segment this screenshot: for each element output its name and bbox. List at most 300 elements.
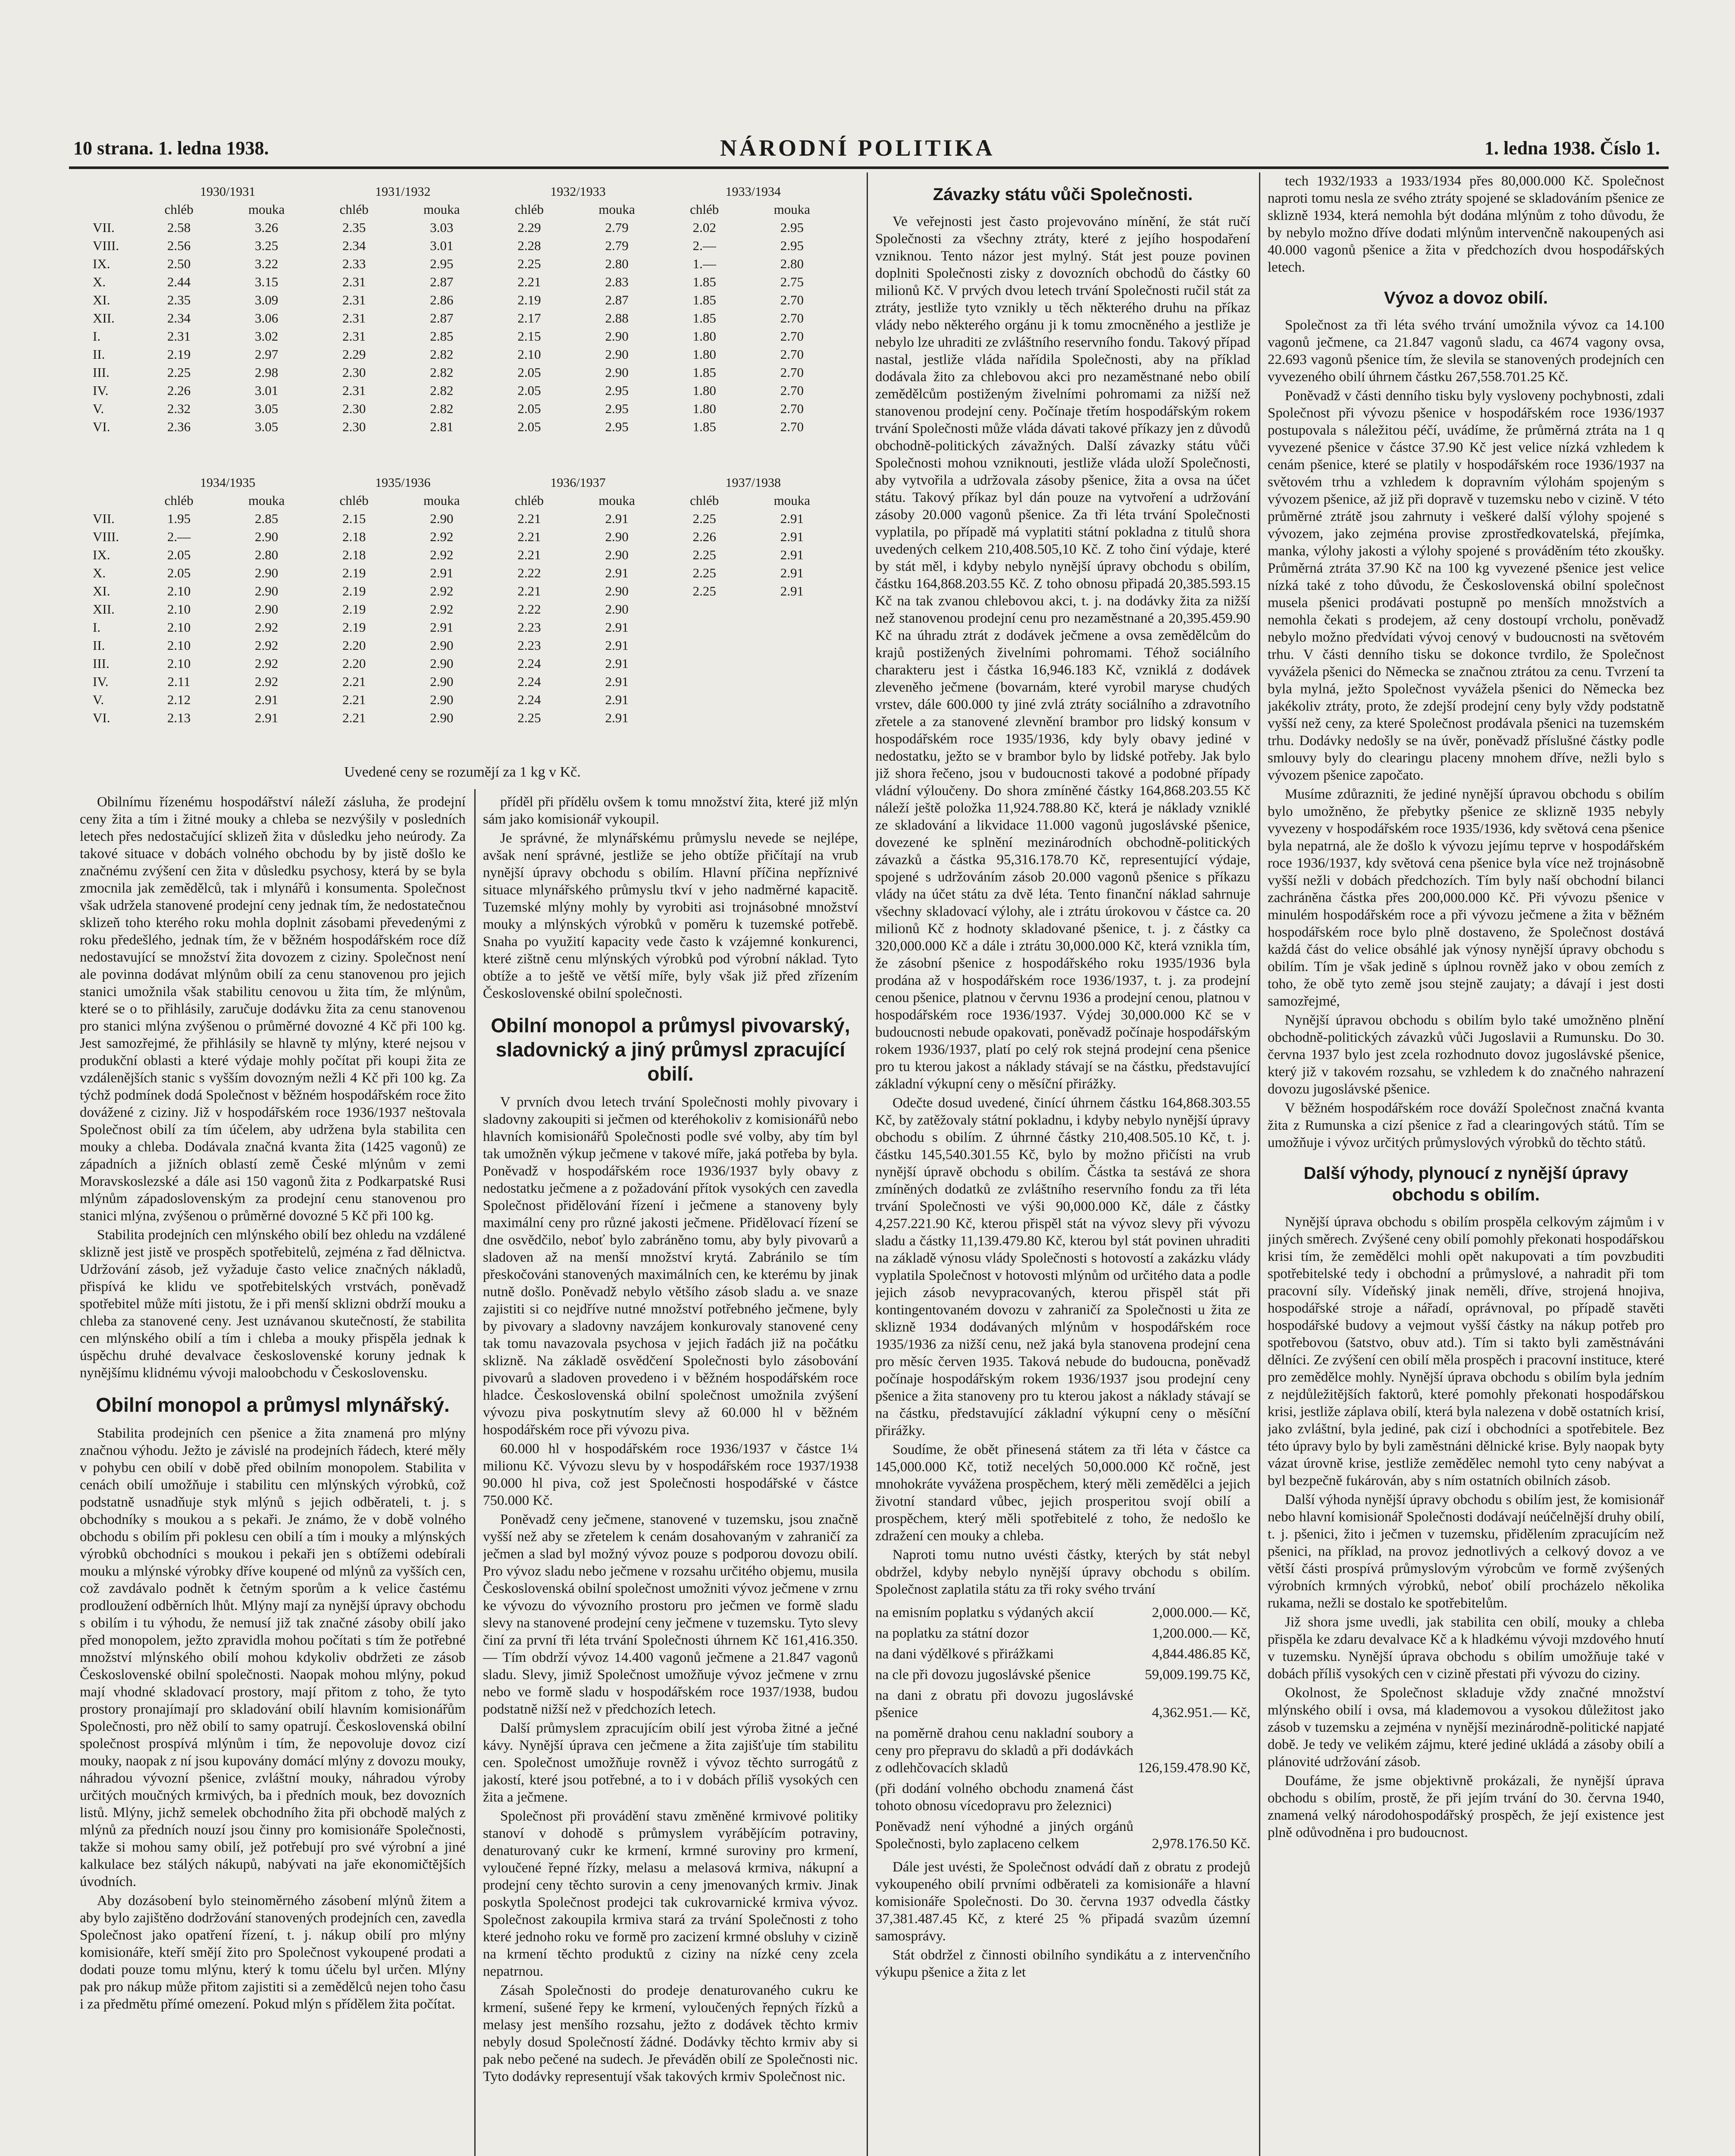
price-cell: 2.70	[780, 419, 804, 434]
column-subheader: chléb	[514, 202, 544, 217]
payment-row	[875, 1664, 1250, 1685]
table-row	[84, 400, 841, 418]
payment-row	[875, 1723, 1250, 1778]
issue-date: 1. ledna 1938. Číslo 1.	[1484, 138, 1660, 159]
price-cell: 2.90	[430, 638, 454, 653]
paragraph: Již shora jsme uvedli, jak stabilita cen obilí, mouky a chleba přispěla ke zdaru devalvace Kč a k hladkému vývoji mzdového hnutí v tuzemsku. Nynější úprava obchodu s obilím umožňuje také v dobách příliš vysokých cen v cizině přestati při vývozu do ciziny.	[1268, 1614, 1664, 1682]
price-cell: 1.80	[692, 401, 716, 416]
paragraph: Další výhoda nynější úpravy obchodu s obilím jest, že komisionář nebo hlavní komisionář Společnosti dodávají neúčelnější druhy obilí, t. j. pšenici, žito i ječmen v tuzemsku, přidělením zpracujícím než pšenici, na příklad, na provoz jednotlivých a celkový dovoz a ve větší části prospívá průmyslovým výrobcům ve formě zvýšených výrobních krmných výrobků, neboť obilí procházelo několika rukama, nežli se dostalo ke spotřebitelům.	[1268, 1492, 1664, 1611]
price-cell: 2.05	[517, 419, 541, 434]
month-label: XII.	[93, 310, 115, 326]
payment-row	[875, 1602, 1250, 1623]
payment-label: (při dodání volného obchodu znamená část tohoto obnosu vícedopravu pro železnici)	[875, 1781, 1134, 1814]
month-label: VI.	[93, 710, 110, 725]
year-header: 1932/1933	[550, 185, 606, 199]
column-subheader: mouka	[248, 493, 285, 508]
table-row	[84, 636, 841, 655]
price-cell: 2.70	[780, 310, 804, 326]
payment-value: 59,009.199.75 Kč,	[1145, 1667, 1250, 1683]
price-cell: 2.70	[780, 347, 804, 362]
price-cell: 2.21	[342, 710, 366, 725]
price-cell: 2.18	[342, 547, 366, 562]
price-cell	[743, 618, 841, 636]
page-header	[73, 135, 1660, 165]
price-cell: 2.25	[517, 710, 541, 725]
paragraph: Okolnost, že Společnost skladuje vždy značné množství mlýnského obilí i ovsa, má klademovou a vysokou důležitost jako zásob v tuzemsku a zejména v nynější mezinárodně-politické napjaté době. Je tedy ve velikém zájmu, které jediné ukládá a zásoby obilí a plánovité udržování zásob.	[1268, 1685, 1664, 1770]
table-row	[84, 364, 841, 382]
price-cell: 2.36	[167, 419, 191, 434]
month-label: VII.	[93, 220, 115, 235]
price-cell: 2.88	[605, 310, 629, 326]
price-cell: 2.20	[342, 656, 366, 671]
month-label: V.	[93, 692, 104, 707]
paragraph: Doufáme, že jsme objektivně prokázali, že nynější úprava obchodu s obilím, prostě, že při jejím trvání do 30. června 1940, znamená velký národohospodářský prospěch, že její existence jest plně odůvodněna i pro budoucnost.	[1268, 1773, 1664, 1840]
price-cell: 2.90	[255, 565, 279, 580]
price-cell: 2.82	[430, 401, 454, 416]
paragraph: Poněvadž v části denního tisku byly vysloveny pochybnosti, zdali Společnost při vývozu pšenice v hospodářském roce 1936/1937 postupovala s náležitou péčí, uvádíme, že průměrná ztráta na 1 q vyvezené pšenice v částce 37.90 Kč jest velice nízká vzhledem k cenám pšenice, které se platily v hospodářském roce 1936/1937 na světovém trhu a vzhledem k dopravním výlohám spojeným s vývozem pšenice, až již při dopravě v tuzemsku nebo v cizině. V této průměrné ztrátě jsou zahrnuty i veškeré další výlohy spojené s vývozem, jako zejména provise zprostředkovatelská, přejímka, manka, výlohy jakosti a výlohy spojené s prováděním této zkoušky. Průměrná ztráta 37.90 Kč na 100 kg vyvezené pšenice jest velice nízká také z toho důvodu, že Československá obilní společnost musela pšenici prodávati postupně po menších množstvích a nemohla čekati s prodejem, až ceny dostoupí vrcholu, poněvadž nebylo možno předvídati vývoj cenový v budoucnosti na světovém trhu. V části denního tisku se dokonce tvrdilo, že Společnost vyvážela pšenici do Německa se značnou ztrátou za cenu. Tvrzení ta byla mylná, ježto Společnost vyvážela pšenici do Německa bez jakékoliv ztráty, proto, že zdejší prodejní ceny byly vždy podstatně vyšší než ceny, za které Společnost prodávala pšenici na tuzemském trhu. Dodávky nedošly se na úvěr, poněvadž příslušné částky podle smlouvy byly do clearingu placeny mnohem dříve, nežli bylo s vývozem pšenice započato.	[1268, 388, 1664, 783]
price-cell: 2.25	[692, 511, 716, 526]
price-cell: 2.22	[517, 565, 541, 580]
year-header: 1934/1935	[200, 476, 256, 490]
price-cell: 2.—	[167, 529, 191, 544]
price-cell: 1.85	[692, 274, 716, 289]
price-cell: 2.87	[605, 292, 629, 307]
payment-row	[875, 1644, 1250, 1664]
price-cell: 2.31	[342, 383, 366, 398]
table-row	[84, 418, 841, 436]
section-heading: Obilní monopol a průmysl pivovarský, sladovnický a jiný průmysl zpracující obilí.	[491, 1014, 850, 1085]
month-header	[84, 183, 140, 201]
price-cell: 2.19	[342, 620, 366, 635]
price-cell	[666, 709, 743, 727]
payment-value: 4,362.951.— Kč,	[1152, 1705, 1250, 1720]
section-heading: Závazky státu vůči Společnosti.	[933, 185, 1193, 204]
price-cell	[743, 655, 841, 673]
price-cell: 2.50	[167, 256, 191, 271]
table-row	[84, 219, 841, 237]
month-label: IV.	[93, 674, 109, 689]
price-cell: 2.91	[780, 547, 804, 562]
paragraph: Společnost za tři léta svého trvání umožnila vývoz ca 14.100 vagonů ječmene, ca 21.847 vagonů sladu, ca 4674 vagony ovsa, 22.693 vagonů pšenice tím, že slevila se stanovených prodejních cen vyvezeného obilí úhrnem částku 267,558.701.25 Kč.	[1268, 317, 1664, 385]
price-cell	[666, 673, 743, 691]
price-cell: 2.82	[430, 365, 454, 380]
price-cell: 2.22	[517, 602, 541, 617]
price-cell: 2.24	[517, 656, 541, 671]
subheader-row	[84, 492, 841, 510]
price-cell: 2.92	[430, 547, 454, 562]
price-cell: 2.81	[430, 419, 454, 434]
price-cell: 2.31	[167, 329, 191, 344]
price-cell: 3.06	[255, 310, 279, 326]
month-label: III.	[93, 656, 110, 671]
paragraph: Zásah Společnosti do prodeje denaturovaného cukru ke krmení, sušené řepy ke krmení, vyloučených řepných řízků a melasy jest menšího rozsahu, ježto z dodávek těchto krmiv nebyly dosud Společností žádné. Dodávky těchto krmiv aby si pak nebo pečené na sudech. Je převáděn obilí ze Společnosti nic. Tyto dodávky representují však takových krmiv Společnost nic.	[483, 1983, 858, 2084]
payment-value: 2,000.000.— Kč,	[1152, 1605, 1250, 1620]
price-cell: 2.92	[255, 674, 279, 689]
paragraph: příděl při přídělu ovšem k tomu množství žita, které již mlýn sám jako komisionář vykoupil.	[483, 794, 858, 827]
table-row	[84, 237, 841, 255]
price-cell: 2.25	[517, 256, 541, 271]
table-row	[84, 600, 841, 618]
price-cell: 1.85	[692, 292, 716, 307]
price-cell: 2.29	[517, 220, 541, 235]
price-cell: 2.70	[780, 329, 804, 344]
month-label: VI.	[93, 419, 110, 434]
month-header	[84, 492, 140, 510]
payment-label: na emisním poplatku s výdaných akcií	[875, 1605, 1094, 1620]
month-label: VII.	[93, 511, 115, 526]
paragraph: Nynější úpravou obchodu s obilím bylo také umožněno plnění obchodně-politických závazků vůči Jugoslavii a Rumunsku. Do 30. června 1937 bylo jest zcela rozhodnuto dovoz jugoslávské pšenice, který již v takovém rozsahu, se vzhledem k do značného nahrazení dovozu jugoslávské pšenice.	[1268, 1012, 1664, 1097]
payment-row	[875, 1623, 1250, 1644]
month-label: III.	[93, 365, 110, 380]
price-cell: 2.91	[605, 692, 629, 707]
table-row	[84, 273, 841, 291]
price-cell: 2.21	[517, 547, 541, 562]
price-cell	[666, 618, 743, 636]
paragraph: Aby dozásobení bylo steinoměrného zásobení mlýnů žitem a aby bylo zajištěno dodržování stanovených prodejních cen, zavedla Společnost jako opatření řízení, t. j. nákup obilí pro mlýny komisionáře, kteří smějí žito pro Společnost vykoupené prodati a dodati pouze tomu mlýnu, který k tomu účelu byl určen. Mlýny pak pro nákup může přitom zajistiti si a zemědělců nejen toho času i za předmětu přímé omezení. Pokud mlýn s přídělem žita počítat.	[80, 1893, 466, 2012]
price-cell: 2.91	[255, 710, 279, 725]
price-cell: 2.86	[430, 292, 454, 307]
month-label: V.	[93, 401, 104, 416]
price-cell: 2.90	[605, 547, 629, 562]
price-cell: 2.91	[780, 511, 804, 526]
price-cell: 2.87	[430, 310, 454, 326]
price-cell: 1.85	[692, 365, 716, 380]
price-cell: 2.33	[342, 256, 366, 271]
paragraph: Dále jest uvésti, že Společnost odvádí daň z obratu z prodejů vykoupeného obilí prvními odběrateli za komisionáře a hlavní komisionáře Společnosti. Do 30. června 1937 odvedla částky 37,381.487.45 Kč, z které 25 % připadá svazům územní samosprávy.	[875, 1859, 1250, 1944]
price-cell: 2.10	[167, 638, 191, 653]
price-cell: 2.24	[517, 674, 541, 689]
price-cell: 2.11	[167, 674, 191, 689]
price-cell: 2.90	[605, 347, 629, 362]
price-cell: 2.82	[430, 383, 454, 398]
column-divider	[1259, 172, 1260, 2156]
price-cell: 2.90	[255, 529, 279, 544]
payment-label: na poplatku za státní dozor	[875, 1626, 1029, 1641]
paragraph: Naproti tomu nutno uvésti částky, kterých by stát nebyl obdržel, kdyby nebylo nynější úpravy obchodu s obilím. Společnost zaplatila státu za tři roky svého trvání	[875, 1547, 1250, 1597]
paragraph: Odečte dosud uvedené, činící úhrnem částku 164,868.303.55 Kč, by zatěžovaly státní pokladnu, i kdyby nebylo nynější úpravy obchodu s obilím. Z úhrnné částky 210,408.505.10 Kč, t. j. částku 145,540.301.55 Kč, bylo by možno přičísti na vrub nynější úpravě obchodu s obilím. Částka ta sestává ze shora zmíněných dodatků ze zvláštního reservního fondu za tři léta trvání Společnosti ve výši 90,000.000 Kč, dále z částky 4,257.221.90 Kč, kterou přispěl stát na vývoz slevy při vývozu sladu a částky 11,139.479.80 Kč, kterou byl stát povinen uhraditi na základě výnosu vlády Společnosti s hotovostí a zakázku vlády vyplatila Společnost v hotovosti mlýnům od určitého data a podle jejich zásob nevypracovaných, kterou přispěl stát při kontingentovaném dovozu v zahraničí za Společnosti u žita ze sklizně 1934 dodávaných mlýnům v hospodářském roce 1935/1936 za nižší cenu, než jaká byla stanovena prodejní cena pro měsíc červen 1935. Taková nebude do budoucna, poněvadž počínaje hospodářským rokem 1936/1937 jsou prodejní ceny pšenice a žita stanoveny pro tu kterou jakost a náklady stávají se na částku, představující základní výkupní ceny o měsíční přirážky.	[875, 1095, 1250, 1438]
payment-label: na poměrně drahou cenu nakladní soubory a ceny pro přepravu do skladů a při dodávkách z odlehčovacích skladů	[875, 1726, 1134, 1776]
paragraph: V prvních dvou letech trvání Společnosti mohly pivovary i sladovny zakoupiti si ječmen od kteréhokoliv z komisionářů nebo hlavních komisionářů Společnosti podle své volby, aby tím byl tak umožněn výkup ječmene v takové míře, jaká potřeba by byla. Poněvadž v hospodářském roce 1936/1937 byly obavy z nedostatku ječmene a z požadování přítok vysokých cen zavedla Společnost přidělování řízení i ječmene a stanoveny byly maximální ceny pro různé jakosti ječmene. Přidělovací řízení se dne osvědčilo, neboť bylo zabráněno tomu, aby byly pivovarů a sladoven až na menší množství krytá. Zabránilo se tím přeskočováni stanovených maximálních cen, ke kterému by jinak nutně došlo. Poněvadž nebylo většího zásob sladu a. ve snaze zajistiti si co nejdříve nutné množství potřebného ječmene, byly by pivovary a sladovny navzájem konkurovaly stanovené ceny tak tomu navazovala psychosa v jejich řadách již na počátku sklizně. Na základě osvědčení Společnosti bylo zásobování pivovarů a sladoven provedeno i v běžném hospodářském roce hladce. Československá obilní společnost umožnila zvýšení vývozu piva poskytnutím slevy až 60.000 hl v běžném hospodářském roce při vývozu piva.	[483, 1094, 858, 1438]
price-cell: 2.15	[517, 329, 541, 344]
column-divider	[867, 172, 868, 2156]
price-cell: 2.91	[605, 638, 629, 653]
price-cell: 2.05	[517, 383, 541, 398]
column-subheader: chléb	[514, 493, 544, 508]
price-cell: 2.31	[342, 310, 366, 326]
price-cell: 1.85	[692, 419, 716, 434]
price-cell: 2.21	[517, 274, 541, 289]
price-cell: 2.23	[517, 620, 541, 635]
price-cell: 3.09	[255, 292, 279, 307]
section-heading: Obilní monopol a průmysl mlynářský.	[96, 1394, 450, 1416]
price-cell: 2.21	[517, 529, 541, 544]
price-cell: 2.26	[692, 529, 716, 544]
table-row	[84, 673, 841, 691]
price-cell: 2.90	[430, 674, 454, 689]
month-label: XI.	[93, 583, 110, 599]
price-cell: 2.05	[167, 547, 191, 562]
price-cell: 2.23	[517, 638, 541, 653]
price-cell: 2.95	[605, 383, 629, 398]
price-cell: 2.79	[605, 220, 629, 235]
price-cell: 3.25	[255, 238, 279, 253]
price-cell: 2.20	[342, 638, 366, 653]
column-subheader: chléb	[690, 493, 719, 508]
paragraph: tech 1932/1933 a 1933/1934 přes 80,000.000 Kč. Společnost naproti tomu nesla ze svého ztráty spojené se skladováním pšenice ze sklizně 1934, která nemohla být dodána mlýnům z toho důvodu, že by nebylo možno dříve dodati mlýnům intervenčně nakoupených asi 40.000 vagonů pšenice a žita v předchozích dvou hospodářských letech.	[1268, 173, 1664, 275]
column-3	[875, 172, 1250, 2156]
price-cell: 2.12	[167, 692, 191, 707]
price-cell: 2.90	[605, 365, 629, 380]
column-divider	[474, 789, 476, 2156]
year-header: 1937/1938	[725, 476, 781, 490]
column-subheader: mouka	[598, 202, 635, 217]
price-cell: 3.22	[255, 256, 279, 271]
price-cell: 2.92	[430, 529, 454, 544]
price-cell: 1.85	[692, 310, 716, 326]
year-header-row	[84, 474, 841, 492]
price-cell: 2.30	[342, 365, 366, 380]
column-subheader: chléb	[690, 202, 719, 217]
price-cell: 2.18	[342, 529, 366, 544]
paragraph: Je správné, že mlynářskému průmyslu nevede se nejlépe, avšak není správné, jestliže se jeho obtíže přičítají na vrub nynější úpravy obchodu s obilím. Hlavní příčina nepříznivé situace mlynářského průmyslu tkví v jeho nadměrné kapacitě. Tuzemské mlýny mohly by vyrobiti asi trojnásobné množství mouky a mlýnských výrobků v poměru k tuzemské potřebě. Snaha po využití kapacity vede často k vzájemné konkurenci, které zištně cenu mlýnských výrobků pod výrobní náklad. Tyto obtíže a to ještě ve větší míře, byly však již před zřízením Československé obilní společnosti.	[483, 830, 858, 1001]
price-cell: 2.90	[430, 692, 454, 707]
price-cell: 2.34	[342, 238, 366, 253]
table-row	[84, 382, 841, 400]
table-row	[84, 582, 841, 600]
price-cell: 2.17	[517, 310, 541, 326]
payment-value	[1134, 1778, 1250, 1816]
price-cell: 2.13	[167, 710, 191, 725]
price-cell	[666, 636, 743, 655]
month-header	[84, 474, 140, 492]
price-cell: 2.25	[692, 547, 716, 562]
price-cell: 2.19	[342, 583, 366, 599]
price-cell: 2.90	[605, 602, 629, 617]
page-number-date: 10 strana. 1. ledna 1938.	[73, 138, 269, 159]
table-row	[84, 309, 841, 327]
payment-row	[875, 1816, 1250, 1854]
month-label: IX.	[93, 256, 110, 271]
month-label: I.	[93, 620, 101, 635]
year-header: 1931/1932	[375, 185, 431, 199]
price-cell	[666, 655, 743, 673]
price-cell: 3.01	[430, 238, 454, 253]
price-cell: 2.91	[430, 620, 454, 635]
price-cell: 3.05	[255, 419, 279, 434]
payment-value: 4,844.486.85 Kč,	[1152, 1646, 1250, 1662]
price-cell: 2.44	[167, 274, 191, 289]
price-cell	[743, 691, 841, 709]
price-cell: 2.70	[780, 383, 804, 398]
price-cell: 2.05	[517, 365, 541, 380]
month-header	[84, 201, 140, 219]
price-cell	[743, 636, 841, 655]
section-heading: Vývoz a dovoz obilí.	[1384, 288, 1548, 307]
price-cell: 2.31	[342, 292, 366, 307]
month-label: IX.	[93, 547, 110, 562]
column-subheader: mouka	[598, 493, 635, 508]
price-cell: 2.90	[430, 710, 454, 725]
price-cell: 1.80	[692, 347, 716, 362]
price-cell: 2.02	[692, 220, 716, 235]
price-cell: 2.25	[692, 583, 716, 599]
price-cell: 2.80	[255, 547, 279, 562]
price-cell: 2.19	[342, 565, 366, 580]
column-1	[80, 793, 466, 2156]
price-cell: 2.82	[430, 347, 454, 362]
price-cell: 2.85	[255, 511, 279, 526]
price-cell: 2.80	[780, 256, 804, 271]
price-cell: 2.35	[342, 220, 366, 235]
column-subheader: chléb	[339, 493, 369, 508]
price-cell: 2.95	[780, 220, 804, 235]
paragraph: Nynější úprava obchodu s obilím prospěla celkovým zájmům i v jiných směrech. Zvýšené ceny obilí pomohly překonati hospodářskou krisi tím, že zemědělci mohli opět nakupovati a tím povzbuditi spotřebitelské tedy i obchodní a průmyslové, a nahradit při tom pracovní síly. Vídeňský jinak neměli, dříve, strojená hnojiva, hospodářské stroje a nářadí, oprávnoval, po případě stavěti hospodářské budovy a vejmout vyšší částky na nákup potřeb pro spotřebovou (šatstvo, obuv atd.). Tím si takto byli zaměstnáváni dělníci. Ze zvýšení cen obilí měla prospěch i pracovní instituce, které pro zemědělce mohly. Nynější úprava obchodu s obilím byla jedním z nejdůležitějších faktorů, které pomohly překonati hospodářskou krisi, jestliže záplava obilí, která byla nalezena v době ostatních krisí, jako zvláštní, byla jediné, pak cizí i obchodníci a spotřebitele. Bez této úpravy bylo by byli zaměstnáni dělnické krise. Byly naopak byty vázat úrovně krise, jestliže zemědělec nemohl tyto ceny nabývat a byl bezpečně fukárován, aby s ním ostatních obilních zásob.	[1268, 1214, 1664, 1489]
price-cell	[666, 600, 743, 618]
price-cell: 2.91	[605, 656, 629, 671]
price-cell: 2.92	[430, 583, 454, 599]
price-cell: 2.26	[167, 383, 191, 398]
price-cell	[743, 600, 841, 618]
paragraph: Stát obdržel z činnosti obilního syndikátu a z intervenčního výkupu pšenice a žita z let	[875, 1947, 1250, 1980]
price-cell: 1.95	[167, 511, 191, 526]
payment-value: 2,978.176.50 Kč.	[1152, 1836, 1250, 1852]
price-cell: 2.85	[430, 329, 454, 344]
price-cell: 1.—	[692, 256, 716, 271]
year-header-row	[84, 183, 841, 201]
payment-label: na dani z obratu při dovozu jugoslávské pšenice	[875, 1688, 1134, 1720]
price-cell: 3.03	[430, 220, 454, 235]
price-cell: 2.19	[517, 292, 541, 307]
column-subheader: chléb	[164, 493, 194, 508]
price-cell: 3.02	[255, 329, 279, 344]
price-cell: 2.19	[167, 347, 191, 362]
price-cell: 2.10	[167, 583, 191, 599]
column-subheader: mouka	[248, 202, 285, 217]
month-label: II.	[93, 638, 105, 653]
column-2	[483, 793, 858, 2156]
table-row	[84, 327, 841, 345]
price-cell: 2.79	[605, 238, 629, 253]
table-row	[84, 345, 841, 364]
price-cell: 2.80	[605, 256, 629, 271]
price-cell: 3.26	[255, 220, 279, 235]
price-cell: 2.31	[342, 329, 366, 344]
month-label: IV.	[93, 383, 109, 398]
price-cell: 2.10	[167, 656, 191, 671]
column-subheader: mouka	[423, 202, 460, 217]
price-cell: 3.05	[255, 401, 279, 416]
payment-value: 126,159.478.90 Kč,	[1137, 1760, 1250, 1776]
price-cell: 2.91	[605, 565, 629, 580]
table-row	[84, 546, 841, 564]
price-cell: 2.21	[517, 583, 541, 599]
price-cell: 2.35	[167, 292, 191, 307]
price-cell: 2.25	[167, 365, 191, 380]
header-rule	[69, 166, 1669, 169]
price-cell: 2.19	[342, 602, 366, 617]
price-cell: 2.90	[605, 583, 629, 599]
month-label: X.	[93, 565, 106, 580]
price-cell: 2.56	[167, 238, 191, 253]
price-cell: 2.92	[255, 620, 279, 635]
month-label: II.	[93, 347, 105, 362]
price-table-note: Uvedené ceny se rozumějí za 1 kg v Kč.	[344, 764, 581, 780]
price-cell: 2.28	[517, 238, 541, 253]
paragraph: V běžném hospodářském roce dováží Společnost značná kvanta žita z Rumunska a cizí pšenice z řad a clearingových států. Tím se umožňuje i vývoz určitých průmyslových výrobků do těchto států.	[1268, 1100, 1664, 1150]
price-cell: 2.21	[342, 692, 366, 707]
price-cell: 2.92	[255, 638, 279, 653]
paragraph: Další průmyslem zpracujícím obilí jest výroba žitné a ječné kávy. Nynější úprava cen ječmene a žita zajišťuje tím stabilitu cen. Společnost umožňuje rovněž i vývoz těchto surrogátů z jakostí, které jsou potřebné, a to i v dobách příliš vysokých cen žita a ječmene.	[483, 1720, 858, 1805]
price-cell: 2.90	[605, 529, 629, 544]
price-cell: 2.90	[255, 583, 279, 599]
table-row	[84, 691, 841, 709]
price-cell: 2.95	[430, 256, 454, 271]
month-label: X.	[93, 274, 106, 289]
year-header: 1936/1937	[550, 476, 606, 490]
price-cell: 2.97	[255, 347, 279, 362]
price-cell: 2.34	[167, 310, 191, 326]
price-cell: 2.—	[692, 238, 716, 253]
column-subheader: chléb	[164, 202, 194, 217]
price-cell: 2.91	[605, 620, 629, 635]
payment-label: Poněvadž není výhodné a jiných orgánů Společnosti, bylo zaplaceno celkem	[875, 1819, 1134, 1852]
price-cell: 1.80	[692, 383, 716, 398]
paragraph: Společnost při provádění stavu změněné krmivové politiky stanoví v dohodě s průmyslem vyrábějícím potraviny, denaturovaný cukr ke krmení, krmné suroviny pro krmení, vyloučené řepné řízky, melasu a melasová krmiva, nákupní a prodejní ceny těchto surovin a ceny jmenovaných krmiv. Jinak poskytla Společnost prodejci tak cukrovarnické krmiva vývoz. Společnost zakoupila krmiva stará za trvání Společnosti z toho které jednoho roku ve formě pro zacizení krmné obsluhy v cizině na krmení těchto produktů z ciziny na nízké ceny zcela nepatrnou.	[483, 1808, 858, 1979]
price-cell	[743, 673, 841, 691]
payment-value: 1,200.000.— Kč,	[1152, 1626, 1250, 1641]
price-cell: 2.30	[342, 419, 366, 434]
price-cell: 2.91	[605, 674, 629, 689]
price-cell: 2.25	[692, 565, 716, 580]
price-cell: 1.80	[692, 329, 716, 344]
price-cell: 2.58	[167, 220, 191, 235]
price-cell: 2.87	[430, 274, 454, 289]
price-cell: 2.90	[605, 329, 629, 344]
table-row	[84, 618, 841, 636]
month-label: I.	[93, 329, 101, 344]
table-row	[84, 655, 841, 673]
paragraph: Poněvadž ceny ječmene, stanovené v tuzemsku, jsou značně vyšší než aby se zřetelem k cenám dosahovaným v zahraničí za ječmen a slad byl možný vývoz pouze s podporou dovozu obilí. Pro vývoz sladu nebo ječmene v rozsahu určitého objemu, musila Československá obilní společnost umožniti vývoz ječmene v zrnu ke vývozu do vývozního prostoru pro ječmen ve formě sladu slevy na stanovené prodejní ceny ječmene v tuzemsku. Tyto slevy činí za první tři léta trvání Společnosti úhrnem Kč 161,416.350.— Tím obdrží vývoz 14.400 vagonů ječmene a 21.847 vagonů sladu. Slevy, jimiž Společnost umožňuje vývoz ječmene v zrnu nebo ve formě sladu v hospodářském roce 1937/1938, budou podstatně nižší než v předchozích letech.	[483, 1512, 858, 1717]
price-cell: 2.29	[342, 347, 366, 362]
price-table-1	[84, 183, 841, 436]
price-cell: 2.21	[342, 674, 366, 689]
payment-row	[875, 1778, 1250, 1816]
newspaper-title: NÁRODNÍ POLITIKA	[720, 135, 995, 161]
month-label: XII.	[93, 602, 115, 617]
paragraph: Ve veřejnosti jest často projevováno mínění, že stát ručí Společnosti za všechny ztráty, které z jejího hospodaření vzniknou. Tento názor jest mylný. Stát jest pouze povinen doplniti Společnosti zisky z dovozních obchodů do částky 60 milionů Kč. V prvých dvou letech trvání Společnosti ručil stát za ztráty, jestliže tyto vznikly u těch některého druhu na příkaz vlády nebo některého orgánu ji k tomu zmocněného a jestliže je nebylo lze uhraditi ze zvláštního reservního fondu. Takový případ nastal, jestliže vláda nařídila Společnosti, aby na příklad dodávala žito za chlebovou akci pro nezaměstnané nebo obilí zemědělcům postiženým živelními pohromami za nižší než stanovenou prodejní ceny. Počínaje třetím hospodářským rokem trvání Společnosti může vláda dávati takové příkazy jen z důvodů obchodně-politických závažných. Další závazky státu vůči Společnosti mohou vzniknouti, jestliže vláda uloží Společnosti, aby vytvořila a udržovala zásoby pšenice, žita a ovsa na účet státu. Takový příkaz byl dán pouze na vytvoření a udržování zásoby 20.000 vagonů pšenice. Za tři léta trvání Společnosti vyplatila, po případě má vyplatiti státní pokladna z titulů shora uvedených celkem 210,408.505,10 Kč. Z toho činí výdaje, které by stát měl, i kdyby nebylo nynější úpravy obchodu s obilím, částku 164,868.203.55 Kč. Z toho obnosu připadá 20,385.593.15 Kč na tak zvanou chlebovou akci, t. j. na dodávky žita za nižší než stanovenou prodejní cenu pro nezaměstnané a 20,395.459.90 Kč na úhradu ztrát z dodávek ječmene a ovsa zemědělcům do krajů postižených živelními pohromami. Téhož sociálního charakteru jest i částka 16,946.183 Kč, vzniklá z dodávek zleveněho ječmene (bovarnám, které vyrobil maryse chudých vrstev, dále 600.000 ty jiné zvlá ztráty sociálního a zdravotního zřetele a za stanovené zlevnění brambor pro lidský konsum v hospodářském roce 1935/1936, kdy byly obavy jediné v nedostatku, ježto se v brambor bylo by lidské potřeby. Jak bylo již shora řečeno, jsou v budoucnosti takové a podobné případy vládní výloučeny. Do shora zmíněné částky 164,868.203.55 Kč náleží ještě položka 11,924.788.80 Kč, která je náklady vzniklé ze skladování a likvidace 11.000 vagonů jugoslávské pšenice, dovezené ke splnění mezinárodních obchodně-politických závazků a částka 95,316.178.70 Kč, representující výdaje, spojené s udržováním zásob 20.000 vagonů pšenice s příkazu vlády na účet státu za dvě léta. Tento finanční náklad sahrnuje všechny skladovací výlohy, ale i ztrátu úrokovou v částce ca. 20 milionů Kč z hodnoty skladované pšenice, t. j. z částky ca 320,000.000 Kč a dále i ztrátu 30,000.000 Kč, která vznikla tím, že zásobní pšenice z hospodářského roku 1935/1936 byla prodána až v hospodářském roce 1936/1937, t. j. za prodejní cenou pšenice, platnou v červnu 1936 a prodejní cenou, platnou v hospodářském roce 1936/1937. Výdej 30,000.000 Kč se v budoucnosti nebude opakovati, poněvadž počínaje hospodářským rokem 1936/1937, platí po celý rok stejná prodejní cena pšenice pro tu kterou jakost a náklady stávají se na částku, představující základní výkupní ceny o měsíční přirážky.	[875, 214, 1250, 1092]
table-row	[84, 255, 841, 273]
table-row	[84, 564, 841, 582]
table-row	[84, 528, 841, 546]
price-cell: 2.91	[780, 583, 804, 599]
price-cell: 2.92	[430, 602, 454, 617]
column-subheader: chléb	[339, 202, 369, 217]
payment-label: na dani výdělkové s přirážkami	[875, 1646, 1054, 1662]
price-cell: 3.01	[255, 383, 279, 398]
month-label: VIII.	[93, 238, 119, 253]
price-cell: 3.15	[255, 274, 279, 289]
price-cell: 2.98	[255, 365, 279, 380]
price-cell: 2.92	[255, 656, 279, 671]
payment-label: na cle při dovozu jugoslávské pšenice	[875, 1667, 1091, 1683]
price-cell: 2.10	[517, 347, 541, 362]
year-header: 1935/1936	[375, 476, 431, 490]
paragraph: Soudíme, že obět přinesená státem za tři léta v částce ca 145,000.000 Kč, totiž necelých 50,000.000 Kč ročně, jest mnohokráte vyvážena prospěchem, který měli zemědělci a jejich životní standard vůbec, jejich prosperitou svojí obilí a prospěchem, který měli spotřebitelé z toho, že nedošlo ke zdražení cen mouky a chleba.	[875, 1442, 1250, 1544]
paragraph: Stabilita prodejních cen pšenice a žita znamená pro mlýny značnou výhodu. Ježto je závislé na prodejních řádech, které měly v pohybu cen obilí v době před obilním monopolem. Stabilita v cenách obilí umožňuje i stabilitu cen mlýnských výrobků, což podstatně usnadňuje styk mlýnů s jejich odběrateli, t. j. s obchodníky s moukou a s pekaři. Je známo, že v době volného obchodu s obilím při poklesu cen obilí a tím i mouky a mlýnských výrobků obchodníci s moukou i pekaři jen s obtížemi odebírali mouku a mlýnské výrobky dříve koupené od mlýnů za vyšších cen, což zavdávalo podnět k četným sporům a k velice častému prodloužení odběrních lhůt. Mlýny mají za nynější úpravy obchodu s obilím i tu výhodu, že nemusí již tak značné zásoby obilí jako před monopolem, ježto zpravidla mohou počítati s tím že potřebné množství mlýnského obilí mohou kdykoliv obdržeti ze zásob Československé obilní společnosti. Naopak mohou mlýny, pokud mají vhodné skladovací prostory, mají přitom z toho, že tyto prostory pronajímají pro skladování obilí hlavním komisionářům Společnosti, pro něž obilí to samy opatrují. Československá obilní společnost prospívá mlýnům i tím, že nepovoluje dovoz cizí mouky, naopak z ní jsou kupovány domácí mlýny z dovozu mouky, náhradou vývozní pšenice, zvláštní mouky, náhradou výroby určitých moučných krmivých, ba i předních mouk, bez dovozních listů. Mlýny, jichž semelek obchodního žita při obchodě malých z mlýnů za předních nouzí jsou činny pro komisionáře Společnosti, takže si mohou samy obilí, jež potřebují pro své výrobní a jiné kalkulace bez stálých nákupů, nabývati na jaře ekonomičtějších úvodních.	[80, 1426, 466, 1890]
price-cell: 2.05	[167, 565, 191, 580]
subheader-row	[84, 201, 841, 219]
price-cell: 2.70	[780, 401, 804, 416]
